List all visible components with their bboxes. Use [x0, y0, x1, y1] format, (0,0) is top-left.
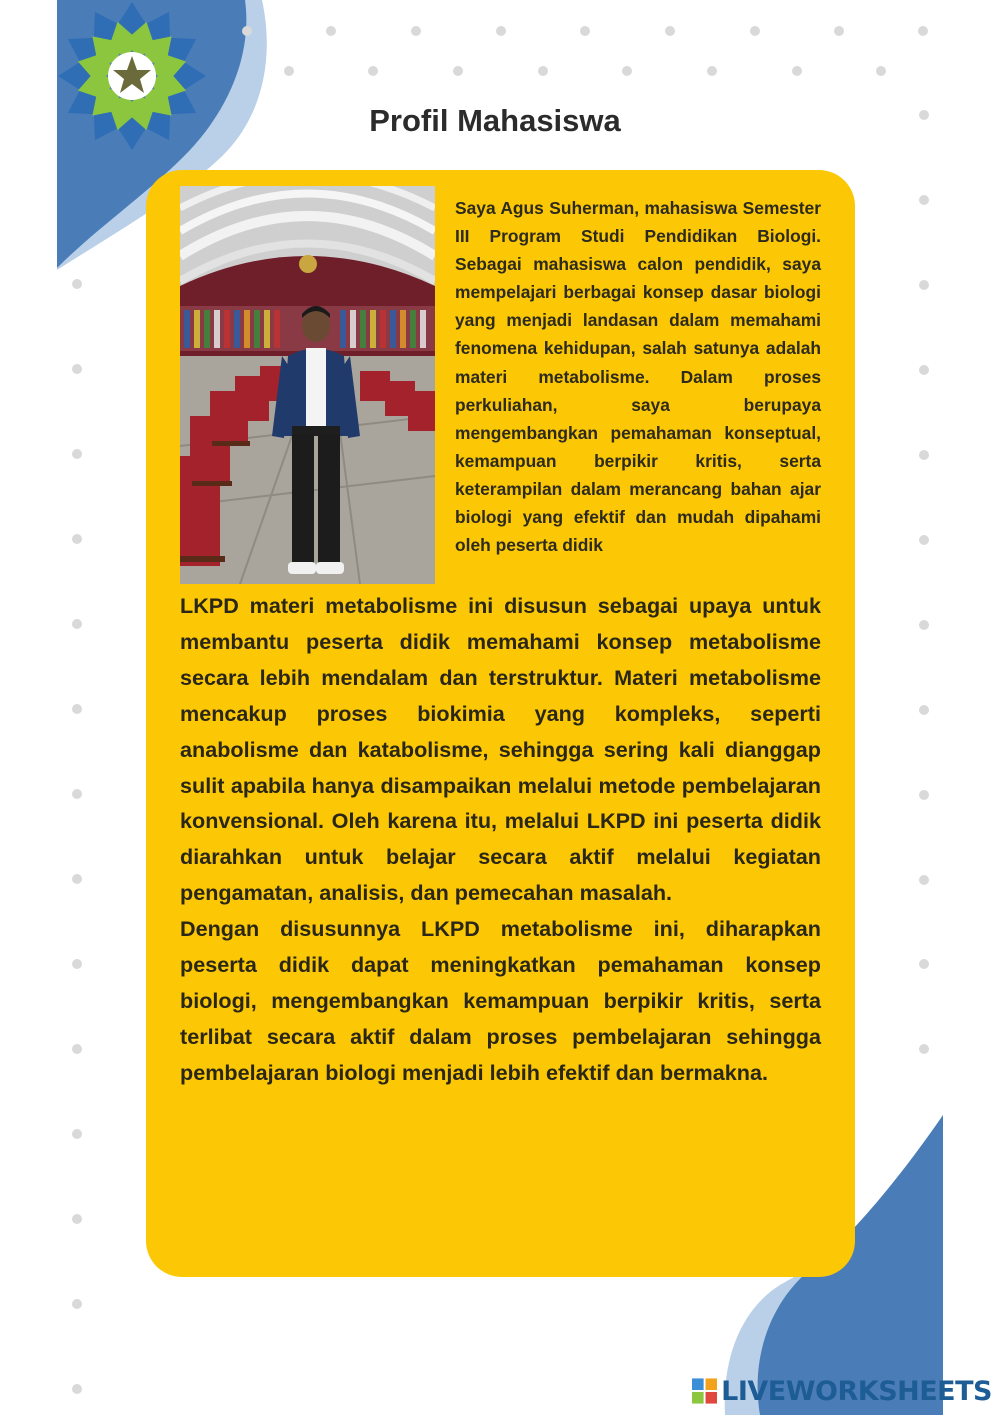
- student-intro-text: Saya Agus Suherman, mahasiswa Semester III Program Studi Pendidikan Biologi. Sebagai mahasiswa calon pendidik, saya mempelajari berbagai konsep dasar biologi yang menjadi landasan dalam memahami fenomena kehidupan, salah satunya adalah materi metabolisme. Dalam proses perkuliahan, saya berupaya mengembangkan pemahaman konseptual, kemampuan berpikir kritis, serta keterampilan dalam merancang bahan ajar biologi yang efektif dan mudah dipahami oleh peserta didik: [455, 198, 821, 556]
- paragraph-1: LKPD materi metabolisme ini disusun sebagai upaya untuk membantu peserta didik memahami konsep metabolisme secara lebih mendalam dan terstruktur. Materi metabolisme mencakup proses biokimia yang kompleks, seperti anabolisme dan katabolisme, sehingga sering kali dianggap sulit apabila hanya disampaikan melalui metode pembelajaran konvensional. Oleh karena itu, melalui LKPD ini peserta didik diarahkan untuk belajar secara aktif melalui kegiatan pengamatan, analisis, dan pemecahan masalah.: [180, 593, 821, 906]
- dot-row-top: [242, 26, 928, 76]
- liveworksheets-watermark: [692, 1376, 992, 1406]
- student-photo: [180, 186, 435, 584]
- dot-column-left: [72, 279, 82, 1394]
- lkpd-description: [180, 588, 821, 1091]
- dot-column-right: [919, 110, 929, 1054]
- page-title: Profil Mahasiswa: [369, 103, 621, 138]
- watermark-text: LIVEWORKSHEETS: [721, 1375, 992, 1407]
- paragraph-2: Dengan disusunnya LKPD metabolisme ini, diharapkan peserta didik dapat meningkatkan pemahaman konsep biologi, mengembangkan kemampuan berpikir kritis, serta terlibat secara aktif dalam proses pembelajaran sehingga pembelajaran biologi menjadi lebih efektif dan bermakna.: [180, 916, 821, 1085]
- liveworksheets-logo-icon: [692, 1378, 717, 1404]
